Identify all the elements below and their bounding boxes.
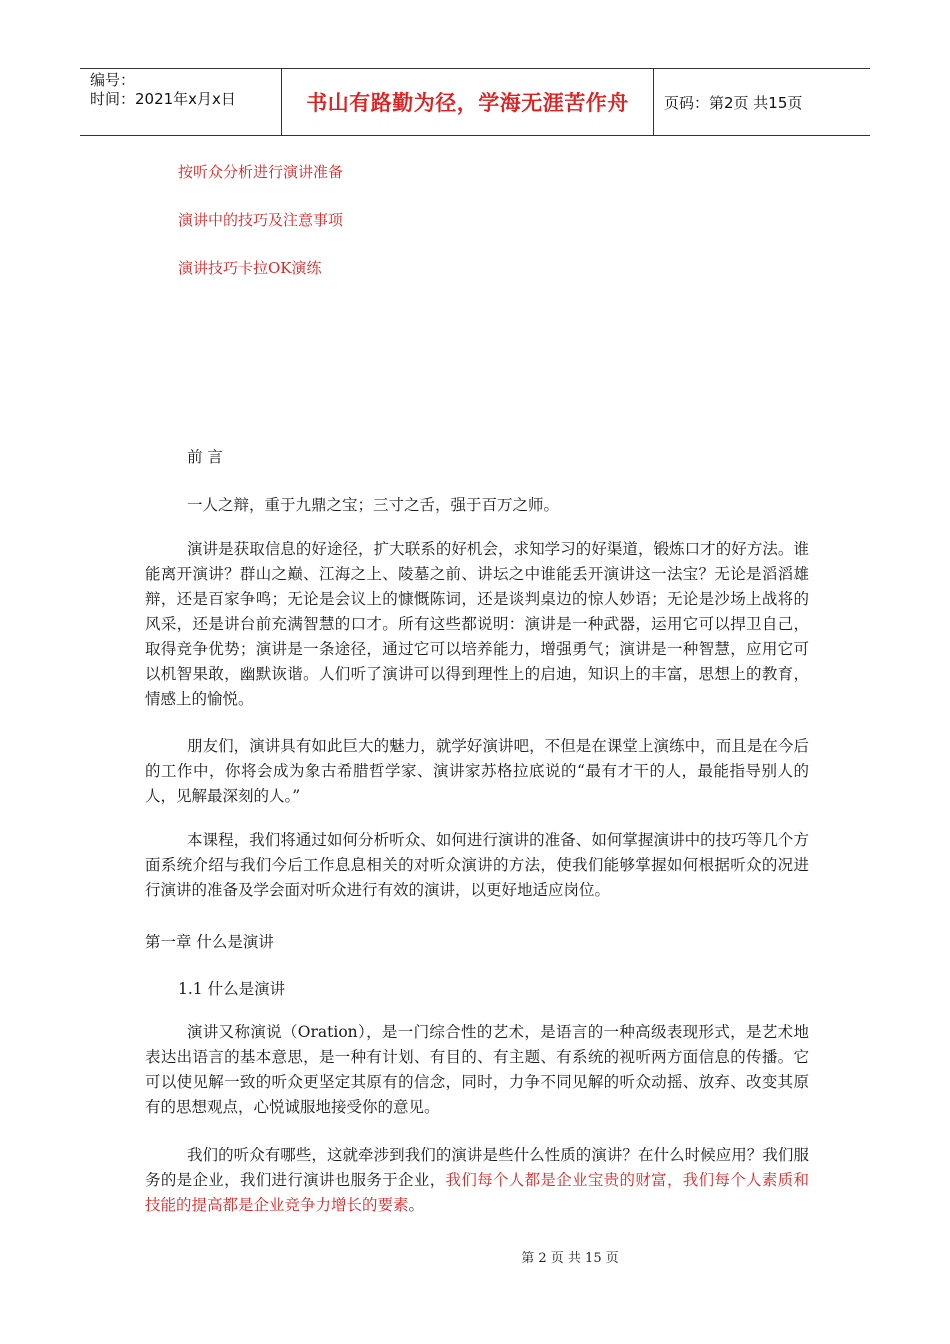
header-meta bbox=[80, 69, 282, 135]
header-motto: 书山有路勤为径，学海无涯苦作舟 bbox=[282, 69, 654, 135]
paragraph: 朋友们，演讲具有如此巨大的魅力，就学好演讲吧，不但是在课堂上演练中，而且是在今后的工作中，你将会成为象古希腊哲学家、演讲家苏格拉底说的“最有才干的人，最能指导别人的人，见解最深刻的人。” bbox=[145, 737, 809, 805]
section-heading: 1.1 什么是演讲 bbox=[178, 980, 286, 998]
toc-item[interactable]: 演讲中的技巧及注意事项 bbox=[178, 211, 344, 229]
highlighted-text: 我们每个人都是企业宝贵的财富，我们每个人素质和技能的提高都是企业竞争力增长的要素 bbox=[145, 1171, 809, 1214]
header-page-info: 页码：第2页 共15页 bbox=[664, 93, 803, 112]
toc-item[interactable]: 演讲技巧卡拉OK演练 bbox=[178, 259, 322, 277]
toc-item[interactable]: 按听众分析进行演讲准备 bbox=[178, 163, 344, 181]
preface-title: 前 言 bbox=[187, 448, 223, 466]
paragraph: 演讲是获取信息的好途径，扩大联系的好机会，求知学习的好渠道，锻炼口才的好方法。谁能离开演讲？群山之巅、江海之上、陵墓之前、讲坛之中谁能丢开演讲这一法宝？无论是滔滔雄辩，还是百家争鸣；无论是会议上的慷慨陈词，还是谈判桌边的惊人妙语；无论是沙场上战将的风采，还是讲台前充满智慧的口才。所有这些都说明：演讲是一种武器，运用它可以捍卫自己，取得竞争优势；演讲是一条途径，通过它可以培养能力，增强勇气；演讲是一种智慧，应用它可以机智果敢，幽默诙谐。人们听了演讲可以得到理性上的启迪，知识上的丰富，思想上的教育，情感上的愉悦。 bbox=[145, 540, 809, 708]
chapter-heading: 第一章 什么是演讲 bbox=[145, 933, 274, 951]
quote: 一人之辩，重于九鼎之宝；三寸之舌，强于百万之师。 bbox=[187, 496, 560, 514]
paragraph-end: 。 bbox=[408, 1196, 425, 1214]
date-label: 时间：2021年x月x日 bbox=[90, 90, 236, 108]
paragraph bbox=[145, 1143, 809, 1218]
paragraph: 本课程，我们将通过如何分析听众、如何进行演讲的准备、如何掌握演讲中的技巧等几个方面系统介绍与我们今后工作息息相关的对听众演讲的方法，使我们能够掌握如何根据听众的况进行演讲的准备及学会面对听众进行有效的演讲，以更好地适应岗位。 bbox=[145, 831, 809, 899]
paragraph: 演讲又称演说（Oration），是一门综合性的艺术，是语言的一种高级表现形式，是艺术地表达出语言的基本意思，是一种有计划、有目的、有主题、有系统的视听两方面信息的传播。它可以使见解一致的听众更坚定其原有的信念，同时，力争不同见解的听众动摇、放弃、改变其原有的思想观点，心悦诚服地接受你的意见。 bbox=[145, 1023, 809, 1116]
page-footer: 第 2 页 共 15 页 bbox=[521, 1251, 619, 1266]
paragraph-text: 我们的听众有哪些，这就牵涉到我们的演讲是些什么性质的演讲？在什么时候应用？我们服务的是企业，我们进行演讲也服务于企业， bbox=[145, 1146, 809, 1189]
number-label: 编号： bbox=[90, 71, 136, 89]
page-header bbox=[80, 68, 870, 136]
